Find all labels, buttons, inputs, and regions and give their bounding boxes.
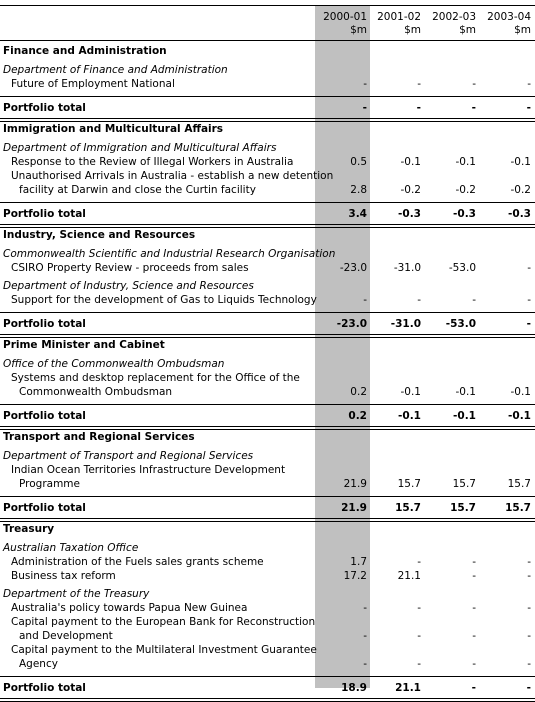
measure-value: - (472, 570, 476, 582)
portfolio-total-bottom-rule (0, 118, 535, 122)
portfolio-total-value: 21.1 (395, 682, 421, 694)
portfolio-total-value: -0.3 (398, 208, 421, 220)
portfolio-total-value: -0.1 (508, 410, 531, 422)
portfolio-total-bottom-rule (0, 518, 535, 522)
measure-value: - (527, 294, 531, 306)
measure-value: -0.1 (400, 156, 421, 168)
portfolio-total-value: -53.0 (445, 318, 476, 330)
department-heading: Australian Taxation Office (3, 542, 139, 554)
year-header: 2003-04 (487, 11, 531, 23)
portfolio-total-top-rule (0, 676, 535, 677)
measure-value: 15.7 (507, 478, 531, 490)
portfolio-heading: Prime Minister and Cabinet (3, 339, 165, 351)
measure-value: 1.7 (350, 556, 367, 568)
portfolio-total-top-rule (0, 96, 535, 97)
portfolio-total-bottom-rule (0, 334, 535, 338)
measure-label: Support for the development of Gas to Liquids Technology (11, 294, 317, 306)
header-bottom-rule (0, 40, 535, 41)
portfolio-total-value: -0.3 (508, 208, 531, 220)
measure-value: -0.1 (510, 386, 531, 398)
measure-value: - (527, 630, 531, 642)
measure-value: 21.9 (343, 478, 367, 490)
portfolio-total-value: - (362, 102, 367, 114)
portfolio-total-value: 3.4 (348, 208, 367, 220)
department-heading: Department of Finance and Administration (3, 64, 228, 76)
portfolio-total-label: Portfolio total (3, 208, 86, 220)
measure-value: 15.7 (452, 478, 476, 490)
measure-label: CSIRO Property Review - proceeds from sales (11, 262, 249, 274)
unit-header: $m (404, 24, 421, 36)
portfolio-heading: Immigration and Multicultural Affairs (3, 123, 224, 135)
measure-label: Future of Employment National (11, 78, 175, 90)
measure-value: -23.0 (339, 262, 367, 274)
measure-value: - (363, 658, 367, 670)
measure-label: Commonwealth Ombudsman (19, 386, 173, 398)
measure-label: Agency (19, 658, 58, 670)
department-heading: Office of the Commonwealth Ombudsman (3, 358, 225, 370)
measure-value: - (527, 262, 531, 274)
portfolio-total-value: -23.0 (336, 318, 367, 330)
portfolio-total-top-rule (0, 496, 535, 497)
portfolio-total-bottom-rule (0, 224, 535, 228)
department-heading: Department of Transport and Regional Services (3, 450, 254, 462)
portfolio-total-value: 15.7 (395, 502, 421, 514)
measure-value: 17.2 (343, 570, 367, 582)
measure-value: - (363, 630, 367, 642)
measure-value: -0.1 (510, 156, 531, 168)
measure-value: - (417, 78, 421, 90)
portfolio-total-top-rule (0, 202, 535, 203)
year-header: 2002-03 (432, 11, 476, 23)
unit-header: $m (514, 24, 531, 36)
portfolio-total-bottom-rule (0, 698, 535, 702)
portfolio-total-value: - (526, 102, 531, 114)
portfolio-total-value: -0.1 (398, 410, 421, 422)
portfolio-total-value: - (416, 102, 421, 114)
measure-value: 21.1 (397, 570, 421, 582)
department-heading: Department of Industry, Science and Resources (3, 280, 254, 292)
portfolio-total-top-rule (0, 312, 535, 313)
portfolio-heading: Transport and Regional Services (3, 431, 195, 443)
measure-label: Response to the Review of Illegal Workers in Australia (11, 156, 294, 168)
measure-value: - (417, 294, 421, 306)
portfolio-heading: Industry, Science and Resources (3, 229, 196, 241)
measure-value: -0.2 (400, 184, 421, 196)
portfolio-heading: Treasury (3, 523, 55, 535)
measure-value: - (417, 658, 421, 670)
portfolio-total-label: Portfolio total (3, 502, 86, 514)
measure-value: - (472, 602, 476, 614)
measure-value: - (472, 78, 476, 90)
portfolio-total-value: - (526, 318, 531, 330)
portfolio-total-label: Portfolio total (3, 102, 86, 114)
measure-value: -0.2 (510, 184, 531, 196)
measure-label: facility at Darwin and close the Curtin facility (19, 184, 256, 196)
measure-value: 0.5 (350, 156, 367, 168)
measure-label: Business tax reform (11, 570, 116, 582)
year-header: 2001-02 (377, 11, 421, 23)
department-heading: Department of Immigration and Multicultural Affairs (3, 142, 277, 154)
measure-value: - (417, 556, 421, 568)
measure-value: - (363, 78, 367, 90)
measure-value: - (527, 556, 531, 568)
measure-value: - (417, 602, 421, 614)
measure-value: -0.1 (400, 386, 421, 398)
measure-label: Australia's policy towards Papua New Guinea (11, 602, 248, 614)
measure-label: Capital payment to the Multilateral Investment Guarantee (11, 644, 317, 656)
portfolio-total-value: -0.3 (453, 208, 476, 220)
unit-header: $m (350, 24, 367, 36)
measure-value: - (363, 602, 367, 614)
portfolio-total-value: - (526, 682, 531, 694)
portfolio-heading: Finance and Administration (3, 45, 167, 57)
measure-value: - (472, 658, 476, 670)
measure-value: - (472, 630, 476, 642)
measure-value: 0.2 (350, 386, 367, 398)
measure-value: - (472, 556, 476, 568)
portfolio-total-value: 15.7 (505, 502, 531, 514)
department-heading: Department of the Treasury (3, 588, 150, 600)
measure-label: Systems and desktop replacement for the Office of the (11, 372, 300, 384)
unit-header: $m (459, 24, 476, 36)
measure-label: and Development (19, 630, 113, 642)
portfolio-total-value: -31.0 (390, 318, 421, 330)
measure-label: Capital payment to the European Bank for Reconstruction (11, 616, 316, 628)
portfolio-total-bottom-rule (0, 426, 535, 430)
measure-label: Administration of the Fuels sales grants scheme (11, 556, 264, 568)
measure-value: -0.1 (455, 386, 476, 398)
measure-value: -0.2 (455, 184, 476, 196)
portfolio-total-label: Portfolio total (3, 682, 86, 694)
measure-value: 15.7 (397, 478, 421, 490)
measure-value: - (527, 570, 531, 582)
department-heading: Commonwealth Scientific and Industrial Research Organisation (3, 248, 336, 260)
measure-value: -0.1 (455, 156, 476, 168)
portfolio-total-value: 15.7 (450, 502, 476, 514)
portfolio-total-value: 21.9 (341, 502, 367, 514)
measure-value: - (472, 294, 476, 306)
measure-value: -31.0 (393, 262, 421, 274)
measure-value: - (363, 294, 367, 306)
portfolio-total-value: 18.9 (341, 682, 367, 694)
measure-value: - (527, 602, 531, 614)
measure-label: Indian Ocean Territories Infrastructure Development (11, 464, 286, 476)
measure-value: -53.0 (448, 262, 476, 274)
measure-value: - (527, 658, 531, 670)
measure-value: - (417, 630, 421, 642)
measure-label: Unauthorised Arrivals in Australia - establish a new detention (11, 170, 334, 182)
measure-value: 2.8 (350, 184, 367, 196)
measure-label: Programme (19, 478, 80, 490)
portfolio-total-value: 0.2 (348, 410, 367, 422)
portfolio-total-label: Portfolio total (3, 410, 86, 422)
portfolio-total-value: - (471, 102, 476, 114)
table-top-rule (0, 5, 535, 6)
measure-value: - (527, 78, 531, 90)
portfolio-total-value: - (471, 682, 476, 694)
portfolio-total-top-rule (0, 404, 535, 405)
portfolio-total-value: -0.1 (453, 410, 476, 422)
portfolio-total-label: Portfolio total (3, 318, 86, 330)
year-header: 2000-01 (323, 11, 367, 23)
